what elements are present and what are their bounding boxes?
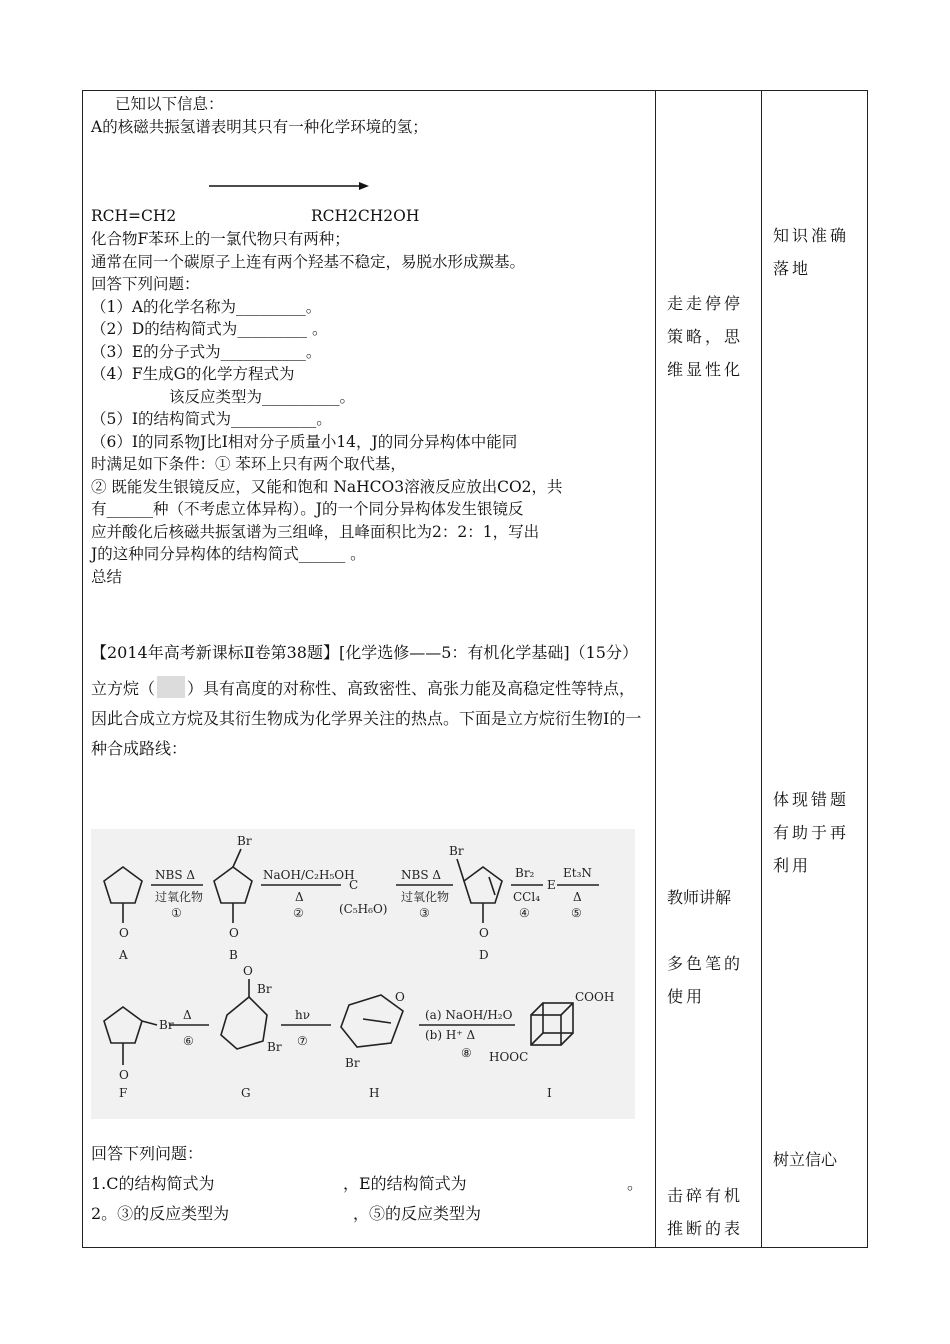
molecule-b-ring [214, 867, 252, 903]
step-5: ⑤ [571, 906, 582, 920]
label-f: F [119, 1086, 128, 1100]
reactant: RCH=CH2 [91, 207, 177, 225]
carbonyl-o-b: O [229, 926, 239, 940]
note-knowledge: 知识准确落地 [773, 226, 850, 278]
intro-rest: ）具有高度的对称性、高致密性、高张力能及高稳定性等特点，因此合成立方烷及其衍生物成为化学界关注的热点。下面是立方烷衍生物I的一种合成路线： [91, 679, 642, 758]
lesson-table [82, 90, 868, 1248]
label-a: A [119, 948, 128, 962]
reagent-peroxide-1: 过氧化物 [155, 890, 204, 904]
step-7: ⑦ [297, 1034, 308, 1048]
reagent-et3n: Et₃N [563, 866, 592, 880]
problem-intro [91, 674, 647, 764]
step-4: ④ [519, 906, 530, 920]
reagent-naoh-h2o: (a) NaOH/H₂O [425, 1008, 513, 1022]
reagent-delta-2: Δ [295, 890, 304, 904]
note-strategy: 走走停停策略，思维显性化 [667, 294, 744, 379]
br-d: Br [449, 844, 464, 858]
reagent-delta-6: Δ [183, 1008, 192, 1022]
br-h: Br [345, 1056, 360, 1070]
reagent-nbs-3: NBS Δ [401, 868, 442, 882]
molecule-g-frame [221, 997, 267, 1049]
info-f: 化合物F苯环上的一氯代物只有两种； [91, 230, 350, 248]
q1-e: ，E的结构简式为 [343, 1174, 467, 1193]
molecule-f-ring [104, 1007, 142, 1043]
problem-title: 【2014年高考新课标Ⅱ卷第38题】[化学选修——5：有机化学基础]（15分） [91, 643, 638, 662]
reagent-h-plus: (b) H⁺ Δ [425, 1028, 476, 1042]
reaction-row [91, 138, 651, 228]
step-3: ③ [419, 906, 430, 920]
br-f: Br [159, 1018, 174, 1032]
molecule-f-br-bond [142, 1021, 157, 1025]
note-confidence: 树立信心 [773, 1150, 838, 1169]
note-break: 击碎有机推断的表 [667, 1186, 744, 1238]
label-b: B [229, 948, 238, 962]
carbonyl-o-f: O [119, 1068, 129, 1082]
question-6-line4: 有______种（不考虑立体异构）。J的一个同分异构体发生银镜反 [91, 500, 524, 518]
question-1: （1）A的化学名称为_________。 [91, 297, 322, 316]
reagent-delta-5: Δ [573, 890, 582, 904]
reagent-naoh-etoh: NaOH/C₂H₅OH [263, 868, 355, 882]
molecule-d-br-bond [457, 859, 464, 881]
step-8: ⑧ [461, 1046, 472, 1060]
question-6-line3: ② 既能发生银镜反应，又能和饱和 NaHCO3溶液反应放出CO2，共 [91, 477, 563, 496]
reagent-nbs-1: NBS Δ [155, 868, 196, 882]
note-pens: 多色笔的使用 [667, 954, 744, 1006]
question-c-e [91, 1169, 651, 1199]
cubane-thumbnail [157, 676, 185, 698]
step-6: ⑥ [183, 1034, 194, 1048]
question-5: （5）I的结构简式为___________。 [91, 410, 332, 428]
br-g: Br [257, 982, 272, 996]
question-4-type: 该反应类型为__________。 [169, 387, 356, 406]
part2-questions [91, 1139, 651, 1229]
intermediate-c: C [349, 878, 359, 892]
molecule-a-ring [104, 867, 142, 903]
reaction-arrow [209, 180, 369, 192]
answer-heading-2: 回答下列问题： [91, 1144, 204, 1163]
reagent-ccl4: CCl₄ [513, 890, 541, 904]
q2-step3: 2。③的反应类型为 [91, 1204, 230, 1223]
question-6-line5: 应并酸化后核磁共振氢谱为三组峰，且峰面积比为2：2：1，写出 [91, 522, 540, 541]
column-divider [761, 91, 762, 1247]
question-6-line2: 时满足如下条件：① 苯环上只有两个取代基， [91, 455, 406, 473]
reagent-br2: Br₂ [515, 866, 535, 880]
label-h: H [369, 1086, 380, 1100]
note-teacher: 教师讲解 [667, 888, 732, 907]
reagent-peroxide-3: 过氧化物 [401, 890, 450, 904]
q1-c: 1.C的结构简式为 [91, 1174, 215, 1193]
carbonyl-o-d: O [479, 926, 489, 940]
question-reaction-type [91, 1199, 651, 1229]
note-mistakes: 体现错题有助于再利用 [773, 790, 850, 875]
carbonyl-o-g: O [243, 964, 253, 978]
molecule-h-bridge [363, 1019, 391, 1023]
intro-start: 立方烷（ [91, 679, 156, 698]
synthesis-scheme [91, 829, 635, 1119]
br-b: Br [237, 834, 252, 848]
answer-heading: 回答下列问题： [91, 275, 200, 293]
question-3: （3）E的分子式为___________。 [91, 342, 322, 361]
scheme-svg [91, 829, 635, 1119]
carbonyl-o-h: O [395, 990, 405, 1004]
column-divider [655, 91, 656, 1247]
info-oh: 通常在同一个碳原子上连有两个羟基不稳定，易脱水形成羰基。 [91, 252, 526, 271]
label-i: I [547, 1086, 552, 1100]
step-1: ① [171, 906, 182, 920]
known-info: 已知以下信息： [115, 95, 224, 113]
question-4: （4）F生成G的化学方程式为 [91, 365, 295, 383]
q2-step5: ，⑤的反应类型为 [353, 1204, 482, 1223]
info-a: A的核磁共振氢谱表明其只有一种化学环境的氢； [91, 117, 428, 136]
intermediate-c-formula: (C₅H₆O) [339, 902, 388, 916]
molecule-d-ring [464, 867, 502, 903]
cooh-group: COOH [575, 990, 615, 1004]
molecule-d-double-bond [489, 877, 495, 895]
q1-end: 。 [627, 1174, 644, 1193]
reagent-hv: hν [295, 1008, 311, 1022]
hooc-group: HOOC [489, 1050, 529, 1064]
question-2: （2）D的结构简式为_________ 。 [91, 320, 328, 338]
intermediate-e: E [547, 878, 556, 892]
content-column [91, 93, 651, 764]
question-6-line6: J的这种同分异构体的结构简式______ 。 [91, 545, 366, 563]
molecule-b-br-bond [233, 849, 241, 867]
label-g: G [241, 1086, 251, 1100]
step-2: ② [293, 906, 304, 920]
summary: 总结 [91, 567, 123, 586]
label-d: D [479, 948, 489, 962]
question-6-line1: （6）I的同系物J比I相对分子质量小14，J的同分异构体中能同 [91, 432, 518, 451]
carbonyl-o-a: O [119, 926, 129, 940]
product: RCH2CH2OH [311, 207, 420, 225]
br-g2: Br [267, 1040, 282, 1054]
